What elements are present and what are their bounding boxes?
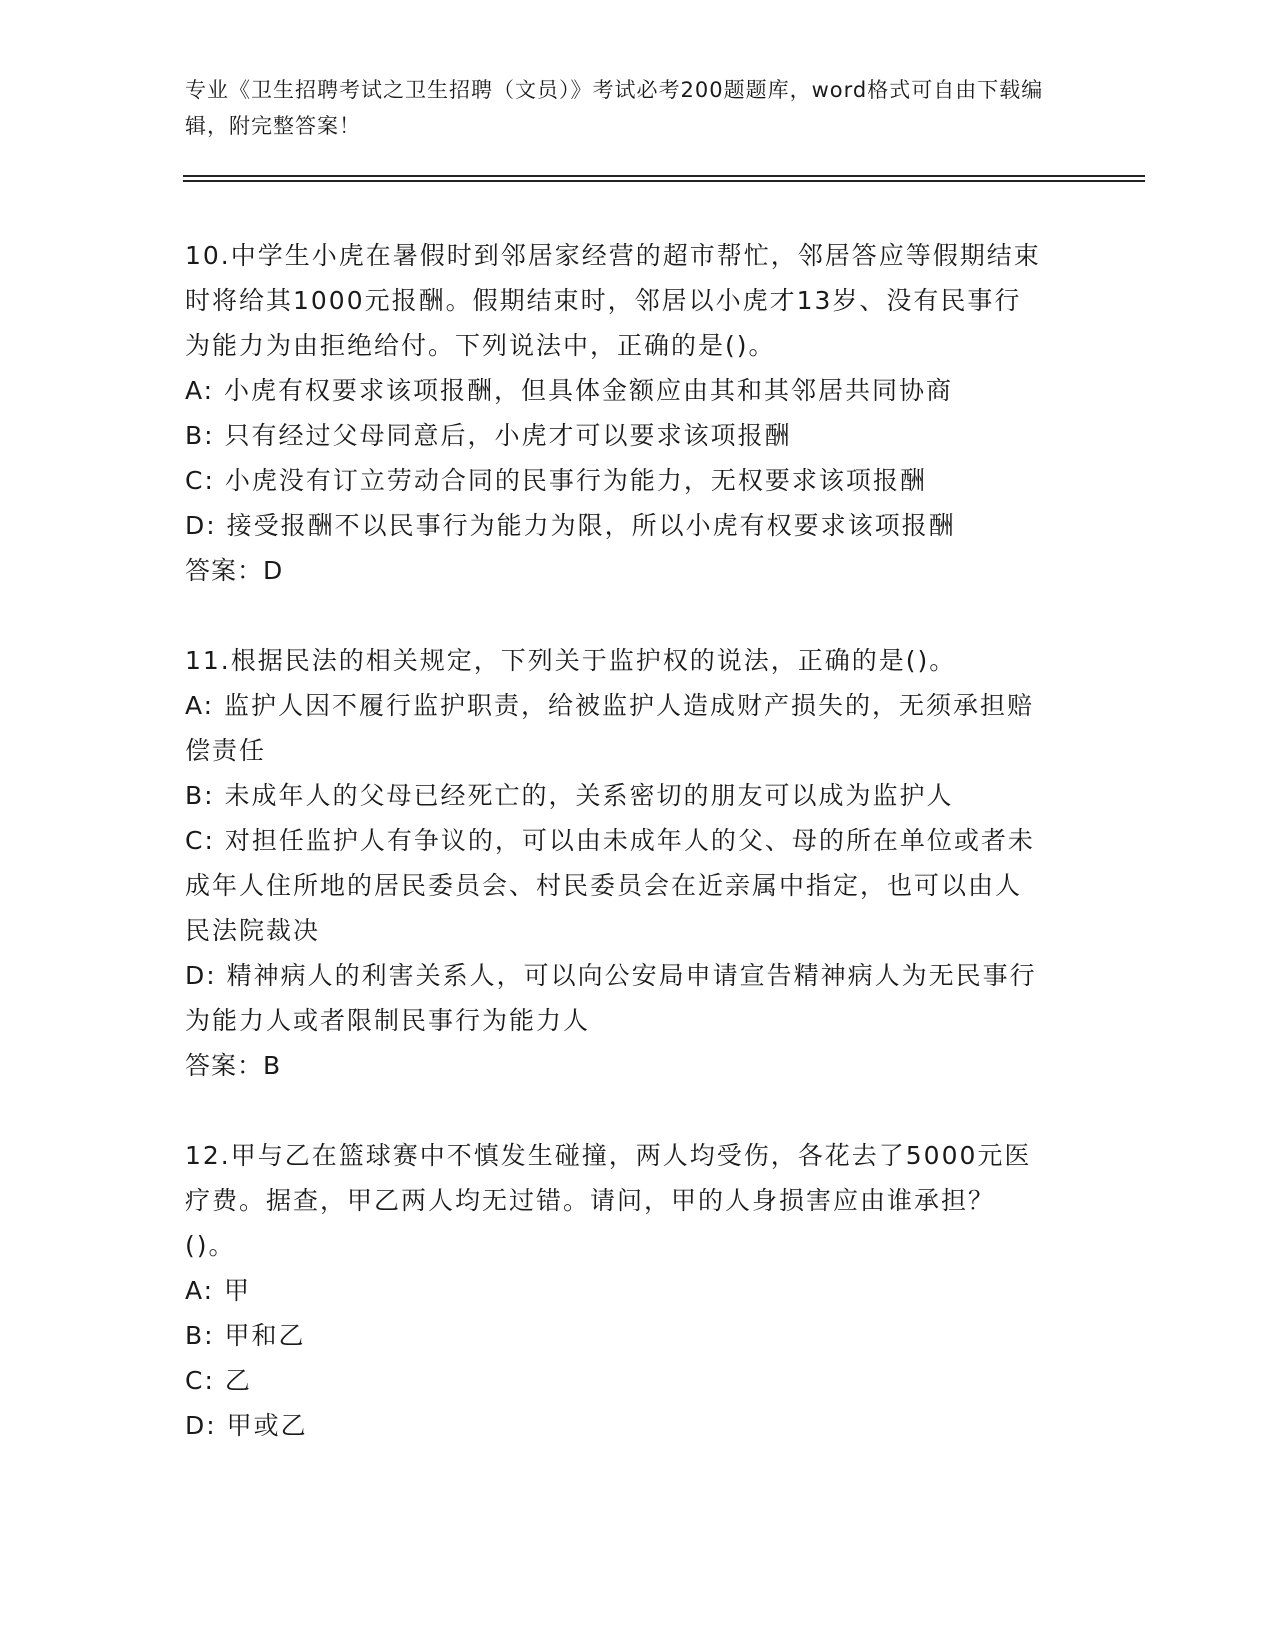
divider-line-bottom bbox=[183, 180, 1145, 182]
option-c: C: 对担任监护人有争议的，可以由未成年人的父、母的所在单位或者未成年人住所地的居民委员会、村民委员会在近亲属中指定，也可以由人民法院裁决 bbox=[185, 826, 1035, 945]
option-d: D: 接受报酬不以民事行为能力为限，所以小虎有权要求该项报酬 bbox=[185, 511, 956, 540]
option-a: A: 监护人因不履行监护职责，给被监护人造成财产损失的，无须承担赔偿责任 bbox=[185, 691, 1035, 765]
question-stem: 10.中学生小虎在暑假时到邻居家经营的超市帮忙，邻居答应等假期结束时将给其1000元报酬。假期结束时，邻居以小虎才13岁、没有民事行为能力为由拒绝给付。下列说法中，正确的是()。 bbox=[185, 241, 1041, 360]
question-12 bbox=[185, 1133, 1045, 1448]
question-11 bbox=[185, 638, 1045, 1088]
option-a: A: 甲 bbox=[185, 1276, 252, 1305]
question-stem: 11.根据民法的相关规定，下列关于监护权的说法，正确的是()。 bbox=[185, 646, 957, 675]
question-list bbox=[185, 233, 1045, 1493]
option-b: B: 未成年人的父母已经死亡的，关系密切的朋友可以成为监护人 bbox=[185, 781, 954, 810]
option-c: C: 小虎没有订立劳动合同的民事行为能力，无权要求该项报酬 bbox=[185, 466, 927, 495]
option-c: C: 乙 bbox=[185, 1366, 252, 1395]
answer-line: 答案：B bbox=[185, 1051, 282, 1080]
document-header: 专业《卫生招聘考试之卫生招聘（文员）》考试必考200题题库，word格式可自由下载编辑，附完整答案！ bbox=[185, 78, 1044, 138]
option-d: D: 甲或乙 bbox=[185, 1411, 308, 1440]
question-10 bbox=[185, 233, 1045, 593]
question-stem: 12.甲与乙在篮球赛中不慎发生碰撞，两人均受伤，各花去了5000元医疗费。据查，甲乙两人均无过错。请问，甲的人身损害应由谁承担？()。 bbox=[185, 1141, 1032, 1260]
answer-line: 答案：D bbox=[185, 556, 284, 585]
header-divider bbox=[183, 175, 1145, 182]
option-d: D: 精神病人的利害关系人，可以向公安局申请宣告精神病人为无民事行为能力人或者限制民事行为能力人 bbox=[185, 961, 1037, 1035]
option-b: B: 只有经过父母同意后，小虎才可以要求该项报酬 bbox=[185, 421, 792, 450]
option-a: A: 小虎有权要求该项报酬，但具体金额应由其和其邻居共同协商 bbox=[185, 376, 954, 405]
option-b: B: 甲和乙 bbox=[185, 1321, 306, 1350]
divider-line-top bbox=[183, 175, 1145, 177]
